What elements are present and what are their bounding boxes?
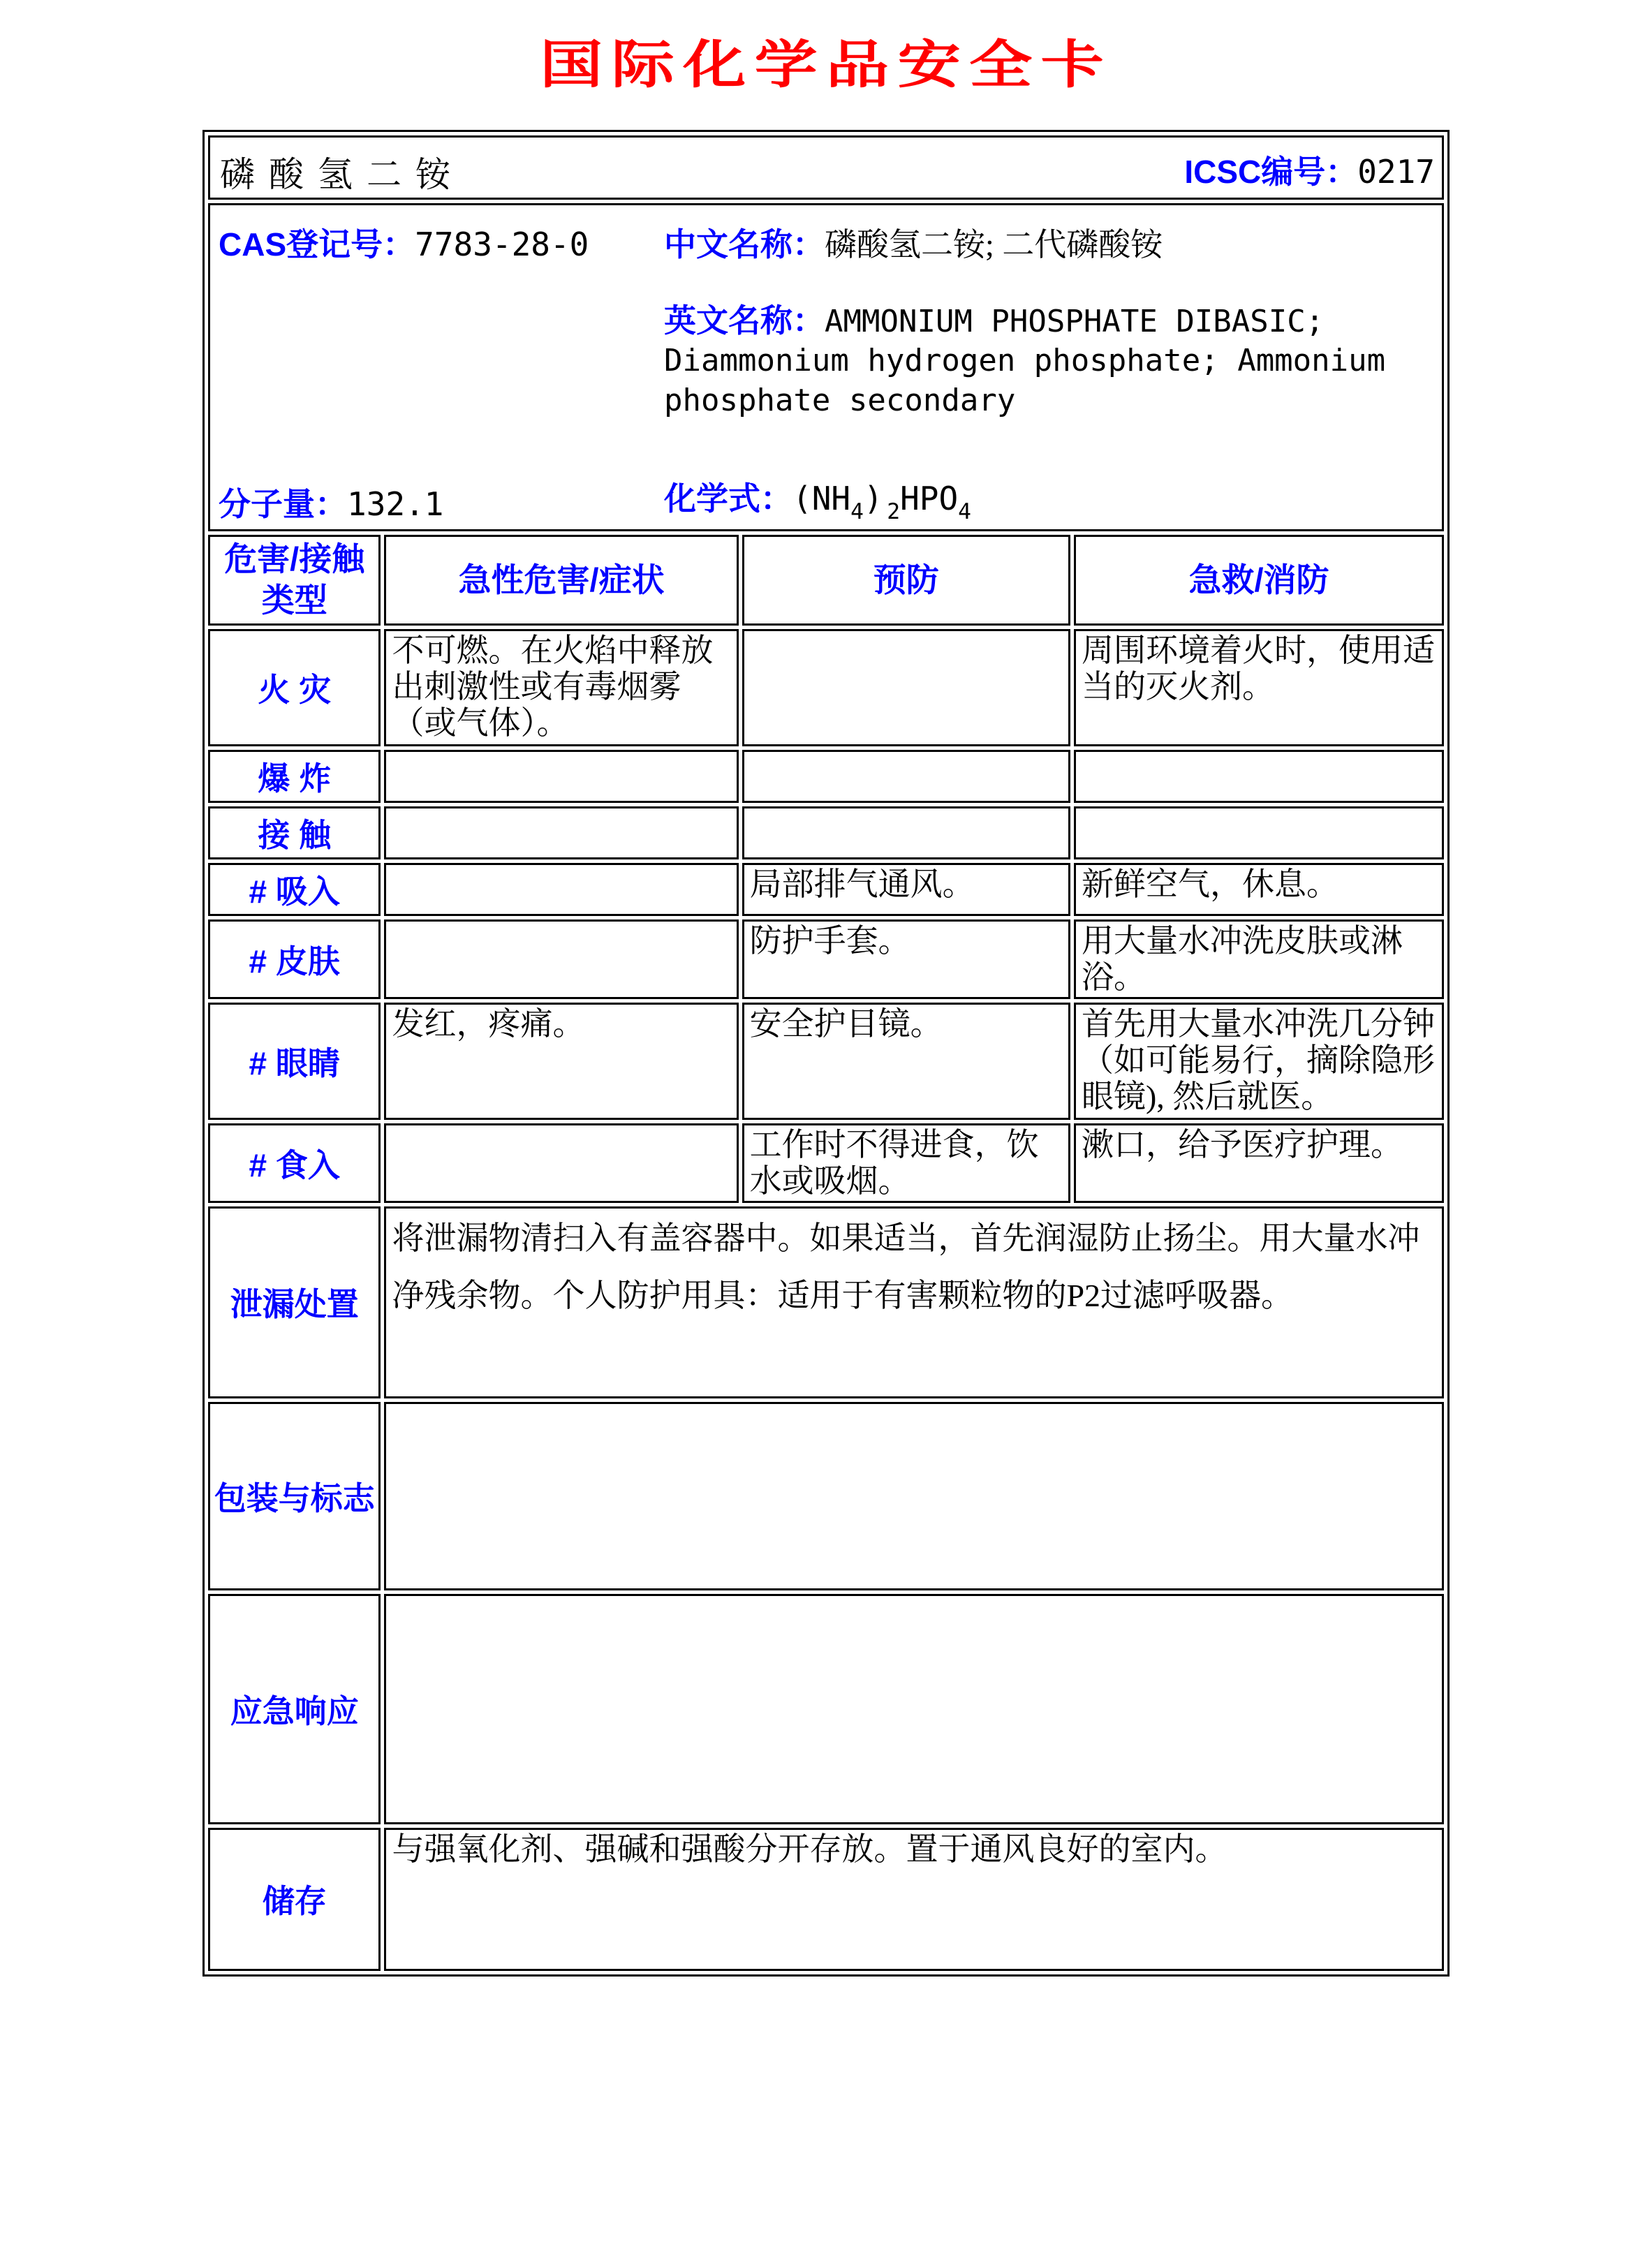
- header-first-aid: 急救/消防: [1074, 535, 1444, 626]
- ingestion-prevention-cell: 工作时不得进食，饮水或吸烟。: [742, 1123, 1070, 1203]
- table-row: [208, 919, 1444, 999]
- card-header: [210, 138, 1442, 197]
- packaging-cell: [384, 1402, 1444, 1590]
- formula-line: [664, 473, 971, 524]
- fire-prevention-cell: [742, 629, 1070, 746]
- eyes-response-cell: 首先用大量水冲洗几分钟（如可能易行，摘除隐形眼镜), 然后就医。: [1074, 1003, 1444, 1120]
- row-label-contact: 接 触: [208, 806, 381, 859]
- molecular-weight-value: 132.1: [347, 485, 444, 523]
- icsc-number: [1184, 147, 1435, 193]
- emergency-response-cell: [384, 1594, 1444, 1824]
- page-title-text: 国际化学品安全卡: [540, 37, 1112, 94]
- row-label-ingestion: # 食入: [208, 1123, 381, 1203]
- safety-card-table: [202, 130, 1450, 1977]
- formula-label: 化学式：: [664, 480, 792, 517]
- eyes-symptoms-cell: 发红，疼痛。: [384, 1003, 738, 1120]
- row-label-explosion: 爆 炸: [208, 750, 381, 803]
- cas-line: [219, 219, 589, 265]
- storage-cell: 与强氧化剂、强碱和强酸分开存放。置于通风良好的室内。: [384, 1828, 1444, 1971]
- fire-response-cell: 周围环境着火时，使用适当的灭火剂。: [1074, 629, 1444, 746]
- inhalation-symptoms-cell: [384, 863, 738, 916]
- inhalation-prevention-cell: 局部排气通风。: [742, 863, 1070, 916]
- ingestion-response-cell: 漱口，给予医疗护理。: [1074, 1123, 1444, 1203]
- contact-prevention-cell: [742, 806, 1070, 859]
- explosion-response-cell: [1074, 750, 1444, 803]
- chemical-formula: $(NH_4)$ $_2HPO_4$: [792, 480, 971, 525]
- icsc-value: 0217: [1357, 153, 1435, 191]
- identity-cell: [208, 203, 1444, 531]
- row-label-spill-disposal: 泄漏处置: [208, 1206, 381, 1398]
- page-title: [0, 24, 1652, 98]
- row-label-fire: 火 灾: [208, 629, 381, 746]
- header-hazard-type: 危害/接触 类型: [208, 535, 381, 626]
- card-header-cell: [208, 135, 1444, 200]
- fire-symptoms-cell: 不可燃。在火焰中释放出刺激性或有毒烟雾（或气体）。: [384, 629, 738, 746]
- cas-label: CAS登记号：: [219, 226, 415, 263]
- explosion-prevention-cell: [742, 750, 1070, 803]
- row-label-skin: # 皮肤: [208, 919, 381, 999]
- english-name-label: 英文名称：: [664, 302, 825, 339]
- table-row: [208, 629, 1444, 746]
- contact-response-cell: [1074, 806, 1444, 859]
- table-row: [208, 863, 1444, 916]
- chinese-name-value: 磷酸氢二铵; 二代磷酸铵: [825, 227, 1163, 263]
- chinese-name-label: 中文名称：: [664, 226, 825, 263]
- icsc-label: ICSC编号：: [1184, 154, 1358, 190]
- table-row: [208, 750, 1444, 803]
- chinese-name-line: [664, 219, 1163, 265]
- table-row: [208, 806, 1444, 859]
- row-label-eyes: # 眼睛: [208, 1003, 381, 1120]
- contact-symptoms-cell: [384, 806, 738, 859]
- explosion-symptoms-cell: [384, 750, 738, 803]
- molecular-weight-label: 分子量：: [219, 486, 347, 522]
- table-row: [208, 1206, 1444, 1398]
- table-row: [208, 1594, 1444, 1824]
- table-row: [208, 1402, 1444, 1590]
- table-row: [208, 1003, 1444, 1120]
- english-name-block: [664, 300, 1436, 420]
- row-label-inhalation: # 吸入: [208, 863, 381, 916]
- cas-value: 7783-28-0: [415, 226, 589, 263]
- row-label-packaging: 包装与标志: [208, 1402, 381, 1590]
- substance-name: 磷酸氢二铵: [220, 155, 464, 194]
- molecular-weight-line: [219, 479, 443, 525]
- skin-symptoms-cell: [384, 919, 738, 999]
- eyes-prevention-cell: 安全护目镜。: [742, 1003, 1070, 1120]
- skin-response-cell: 用大量水冲洗皮肤或淋浴。: [1074, 919, 1444, 999]
- header-acute-hazards: 急性危害/症状: [384, 535, 738, 626]
- inhalation-response-cell: 新鲜空气，休息。: [1074, 863, 1444, 916]
- header-prevention: 预防: [742, 535, 1070, 626]
- skin-prevention-cell: 防护手套。: [742, 919, 1070, 999]
- spill-disposal-cell: 将泄漏物清扫入有盖容器中。如果适当，首先润湿防止扬尘。用大量水冲净残余物。个人防护用具：适用于有害颗粒物的P2过滤呼吸器。: [384, 1206, 1444, 1398]
- row-label-storage: 储存: [208, 1828, 381, 1971]
- table-row: [208, 1828, 1444, 1971]
- english-name-value: AMMONIUM PHOSPHATE DIBASIC; Diammonium hydrogen phosphate; Ammonium phosphate secondary: [664, 304, 1386, 418]
- ingestion-symptoms-cell: [384, 1123, 738, 1203]
- row-label-emergency-response: 应急响应: [208, 1594, 381, 1824]
- table-row: [208, 1123, 1444, 1203]
